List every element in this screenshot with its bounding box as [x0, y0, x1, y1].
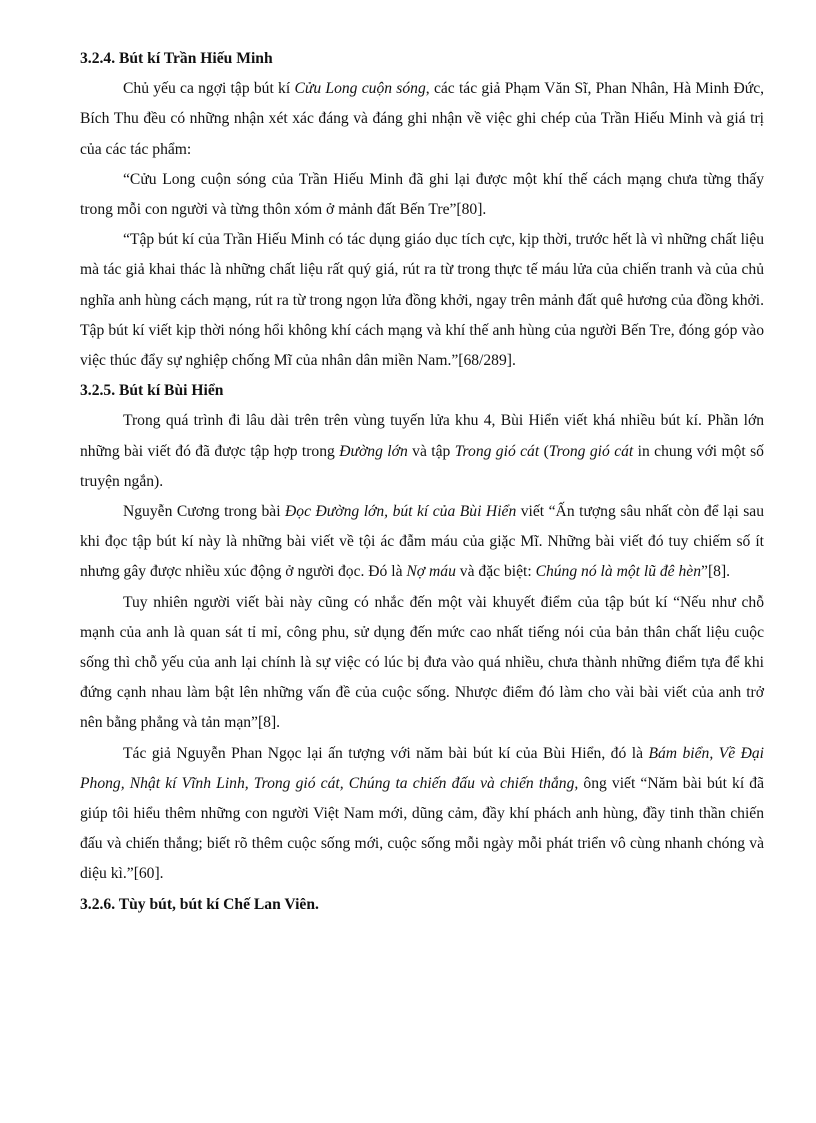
text-run: in chung với một số truyện ngắn).: [80, 442, 764, 490]
text-run: viết “Ấn tượng sâu nhất còn để lại sau khi đọc tập bút kí này là những bài viết về tội ác đẫm máu của giặc Mĩ. Những bài viết đó tuy chiếm số ít nhưng gây được nhiều xúc động ở người đọc. Đó là: [80, 503, 765, 581]
text-run: ông viết “Năm bài bút kí đã giúp tôi hiểu thêm những con người Việt Nam mới, dũng cảm, đầy khí phách anh hùng, đầy tinh thần chiến đấu và chiến thắng; biết rõ thêm cuộc sống mới, cuộc sống mỗi ngày mỗi phát triển vô cùng nhanh chóng và diệu kì.”[60].: [80, 774, 765, 883]
italic-title: Trong gió cát: [548, 442, 634, 460]
section-heading-3-2-6: 3.2.6. Tùy bút, bút kí Chế Lan Viên.: [80, 895, 319, 913]
text-run: và tập: [407, 442, 455, 460]
text-run: Chủ yếu ca ngợi tập bút kí: [123, 80, 295, 98]
italic-title: Bám biển, Về Đại Phong, Nhật kí Vĩnh Linh, Trong gió cát, Chúng ta chiến đấu và chiến thắng,: [80, 744, 764, 792]
section-heading-3-2-4: 3.2.4. Bút kí Trần Hiếu Minh: [80, 50, 273, 67]
italic-title: Đọc Đường lớn, bút kí của Bùi Hiển: [285, 503, 517, 521]
italic-title: Đường lớn: [339, 442, 408, 460]
paragraph: [80, 74, 764, 165]
paragraph: [80, 497, 764, 588]
section-heading-3-2-5: 3.2.5. Bút kí Bùi Hiển: [80, 382, 224, 400]
text-run: Tác giả Nguyễn Phan Ngọc lại ấn tượng với năm bài bút kí của Bùi Hiển, đó là: [123, 744, 649, 762]
quote-paragraph: “Cửu Long cuộn sóng của Trần Hiếu Minh đã ghi lại được một khí thế cách mạng chưa từng thấy trong mỗi con người và từng thôn xóm ở mảnh đất Bến Tre”[80].: [80, 170, 764, 219]
italic-title: Chúng nó là một lũ đê hèn: [535, 563, 702, 581]
italic-title: Cửu Long cuộn sóng: [294, 80, 426, 98]
italic-title: Trong gió cát: [454, 442, 540, 460]
paragraph: [80, 406, 764, 497]
italic-title: Nợ máu: [406, 563, 456, 581]
quote-paragraph: “Tập bút kí của Trần Hiếu Minh có tác dụng giáo dục tích cực, kịp thời, trước hết là vì những chất liệu mà tác giả khai thác là những chất liệu rất quý giá, rút ra từ trong thực tế máu lửa của chiến tranh và của chủ nghĩa anh hùng cách mạng, rút ra từ trong ngọn lửa đồng khởi, ngay trên mảnh đất quê hương của đồng khởi. Tập bút kí viết kịp thời nóng hổi không khí cách mạng và khí thế anh hùng của người Bến Tre, đóng góp vào việc thúc đẩy sự nghiệp chống Mĩ của nhân dân miền Nam.”[68/289].: [80, 231, 764, 370]
text-run: Trong quá trình đi lâu dài trên trên vùng tuyến lửa khu 4, Bùi Hiển viết khá nhiều bút kí. Phần lớn những bài viết đó đã được tập hợp trong: [80, 412, 764, 460]
text-run: Nguyễn Cương trong bài: [123, 503, 286, 521]
text-run: (: [539, 442, 549, 460]
text-run: , các tác giả Phạm Văn Sĩ, Phan Nhân, Hà Minh Đức, Bích Thu đều có những nhận xét xác đáng và đáng ghi nhận về việc ghi chép của Trần Hiếu Minh và giá trị của các tác phẩm:: [80, 80, 765, 158]
paragraph: [80, 739, 764, 890]
text-run: và đặc biệt:: [455, 563, 536, 581]
paragraph: Tuy nhiên người viết bài này cũng có nhắc đến một vài khuyết điểm của tập bút kí “Nếu như chỗ mạnh của anh là quan sát tỉ mỉ, công phu, sử dụng đến mức cao nhất tiếng nói của bản thân chất liệu cuộc sống thì chỗ yếu của anh lại chính là sự việc có lúc bị đưa vào quá nhiều, chưa thành những điểm tựa để khi đứng cạnh nhau làm bật lên những vấn đề của cuộc sống. Nhược điểm đó làm cho vài bài viết của anh trở nên bằng phẳng và tản mạn”[8].: [80, 593, 764, 732]
text-run: ”[8].: [701, 563, 731, 581]
